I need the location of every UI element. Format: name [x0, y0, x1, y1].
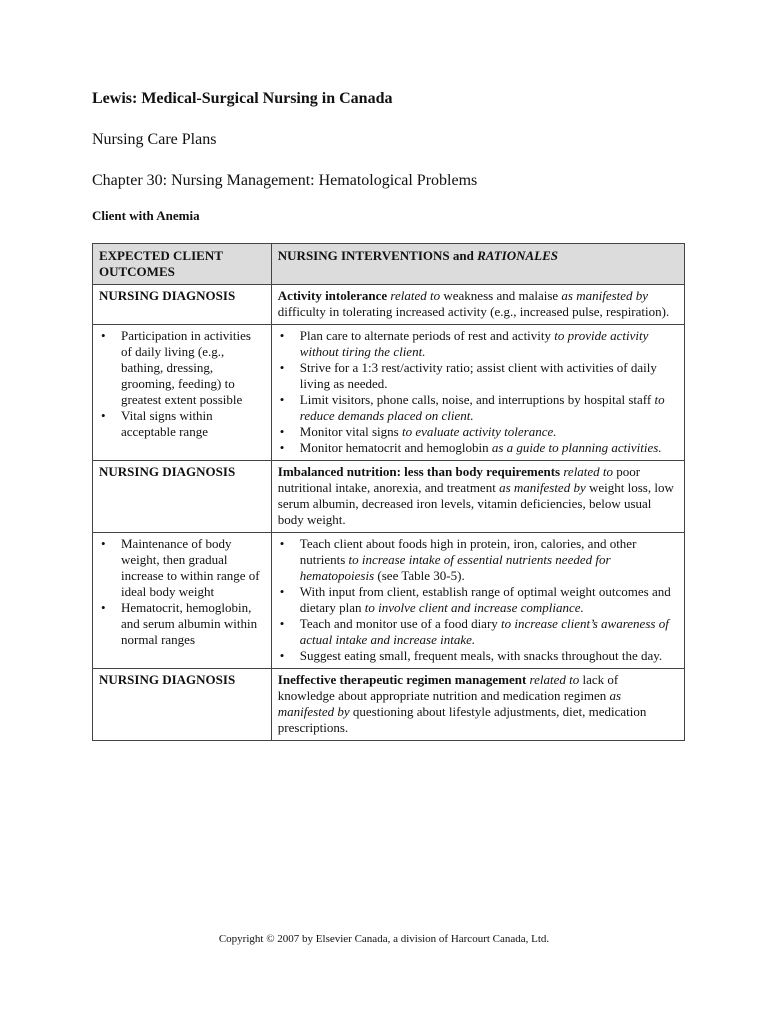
intervention-item: • Plan care to alternate periods of rest and activity to provide activity without tiring the client. [278, 328, 678, 360]
intervention-item: • With input from client, establish range of optimal weight outcomes and dietary plan to involve client and increase compliance. [278, 584, 678, 616]
outcome-intervention-row [93, 325, 685, 461]
outcome-intervention-row [93, 533, 685, 669]
intervention-item: • Teach client about foods high in protein, iron, calories, and other nutrients to increase intake of essential nutrients needed for hematopoiesis (see Table 30-5). [278, 536, 678, 584]
outcome-item: • Participation in activities of daily living (e.g., bathing, dressing, grooming, feeding) to greatest extent possible [99, 328, 265, 408]
diagnosis-statement: Imbalanced nutrition: less than body requirements related to poor nutritional intake, anorexia, and treatment as manifested by weight loss, low serum albumin, decreased iron levels, vitamin deficiencies, below usual body weight. [271, 461, 684, 533]
outcome-item: • Hematocrit, hemoglobin, and serum albumin within normal ranges [99, 600, 265, 648]
outcomes-cell [93, 325, 272, 461]
diagnosis-row [93, 669, 685, 741]
intervention-item: • Suggest eating small, frequent meals, with snacks throughout the day. [278, 648, 678, 664]
outcome-item: • Maintenance of body weight, then gradual increase to within range of ideal body weight [99, 536, 265, 600]
intervention-item: • Monitor hematocrit and hemoglobin as a guide to planning activities. [278, 440, 678, 456]
outcomes-cell [93, 533, 272, 669]
book-title: Lewis: Medical-Surgical Nursing in Canada [92, 90, 393, 107]
care-plan-table [92, 243, 685, 741]
chapter-title: Chapter 30: Nursing Management: Hematological Problems [92, 172, 478, 189]
diagnosis-label: NURSING DIAGNOSIS [93, 285, 272, 325]
intervention-item: • Monitor vital signs to evaluate activity tolerance. [278, 424, 678, 440]
interventions-cell [271, 533, 684, 669]
intervention-item: • Teach and monitor use of a food diary to increase client’s awareness of actual intake and increase intake. [278, 616, 678, 648]
diagnosis-label: NURSING DIAGNOSIS [93, 669, 272, 741]
diagnosis-row [93, 285, 685, 325]
diagnosis-row [93, 461, 685, 533]
interventions-column-header: NURSING INTERVENTIONS and RATIONALES [271, 244, 684, 285]
table-header-row [93, 244, 685, 285]
section-heading: Client with Anemia [92, 208, 200, 223]
intervention-item: • Strive for a 1:3 rest/activity ratio; assist client with activities of daily living as needed. [278, 360, 678, 392]
copyright-footer: Copyright © 2007 by Elsevier Canada, a division of Harcourt Canada, Ltd. [218, 933, 550, 945]
diagnosis-statement: Activity intolerance related to weakness and malaise as manifested by difficulty in tolerating increased activity (e.g., increased pulse, respiration). [271, 285, 684, 325]
diagnosis-label: NURSING DIAGNOSIS [93, 461, 272, 533]
outcomes-column-header: EXPECTED CLIENT OUTCOMES [93, 244, 272, 285]
document-subtitle: Nursing Care Plans [92, 131, 217, 148]
outcome-item: • Vital signs within acceptable range [99, 408, 265, 440]
interventions-cell [271, 325, 684, 461]
intervention-item: • Limit visitors, phone calls, noise, and interruptions by hospital staff to reduce demands placed on client. [278, 392, 678, 424]
diagnosis-statement: Ineffective therapeutic regimen management related to lack of knowledge about appropriate nutrition and medication regimen as manifested by questioning about lifestyle adjustments, diet, medication prescriptions. [271, 669, 684, 741]
